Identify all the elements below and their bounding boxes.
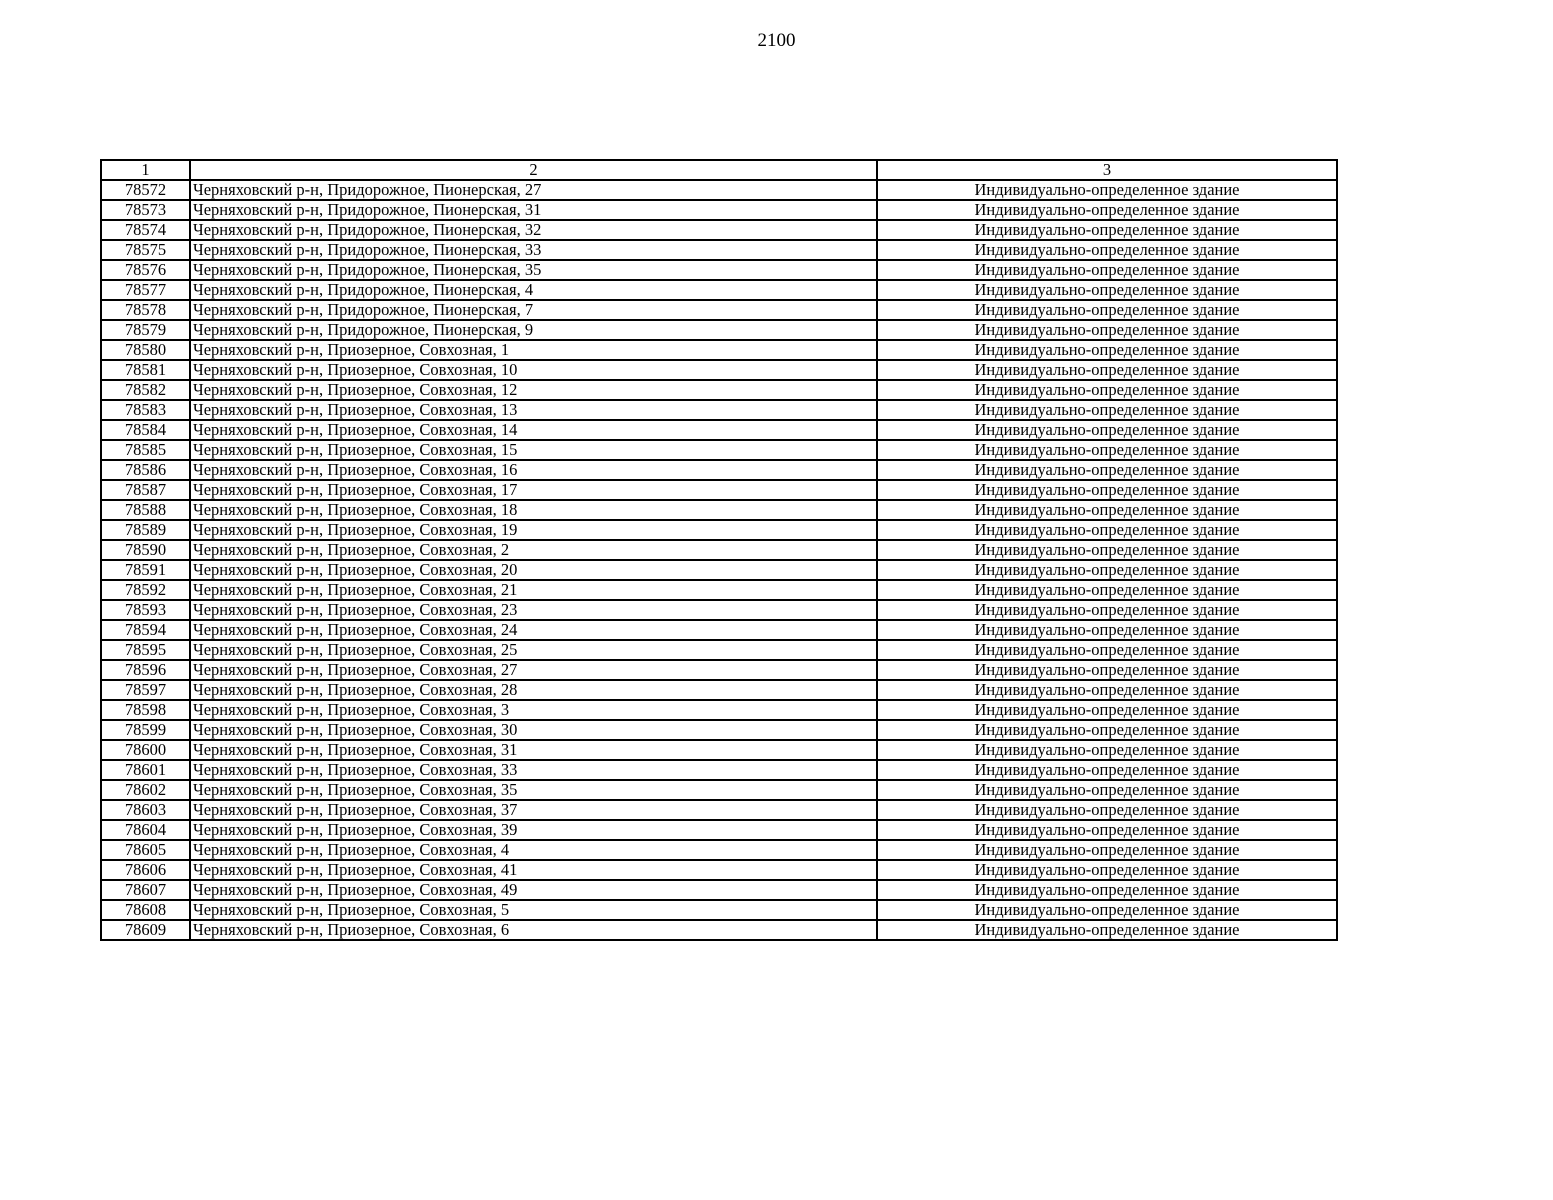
table-row (101, 220, 1337, 240)
row-number-cell: 78605 (101, 840, 190, 860)
object-type-cell: Индивидуально-определенное здание (877, 760, 1337, 780)
table-row (101, 780, 1337, 800)
table-row (101, 280, 1337, 300)
address-cell: Черняховский р-н, Приозерное, Совхозная, 10 (190, 360, 877, 380)
object-type-cell: Индивидуально-определенное здание (877, 840, 1337, 860)
object-type-cell: Индивидуально-определенное здание (877, 720, 1337, 740)
object-type-cell: Индивидуально-определенное здание (877, 300, 1337, 320)
address-cell: Черняховский р-н, Приозерное, Совхозная, 6 (190, 920, 877, 940)
row-number-cell: 78603 (101, 800, 190, 820)
row-number-cell: 78580 (101, 340, 190, 360)
row-number-cell: 78577 (101, 280, 190, 300)
address-cell: Черняховский р-н, Приозерное, Совхозная, 21 (190, 580, 877, 600)
address-cell: Черняховский р-н, Придорожное, Пионерская, 31 (190, 200, 877, 220)
row-number-cell: 78588 (101, 500, 190, 520)
table-row (101, 660, 1337, 680)
address-cell: Черняховский р-н, Приозерное, Совхозная, 13 (190, 400, 877, 420)
header-cell-2: 2 (190, 160, 877, 180)
row-number-cell: 78599 (101, 720, 190, 740)
object-type-cell: Индивидуально-определенное здание (877, 920, 1337, 940)
address-cell: Черняховский р-н, Приозерное, Совхозная, 14 (190, 420, 877, 440)
table-row (101, 560, 1337, 580)
row-number-cell: 78579 (101, 320, 190, 340)
table-body (101, 160, 1337, 940)
address-cell: Черняховский р-н, Приозерное, Совхозная, 23 (190, 600, 877, 620)
table-row (101, 400, 1337, 420)
row-number-cell: 78606 (101, 860, 190, 880)
object-type-cell: Индивидуально-определенное здание (877, 700, 1337, 720)
object-type-cell: Индивидуально-определенное здание (877, 520, 1337, 540)
table-row (101, 500, 1337, 520)
address-cell: Черняховский р-н, Приозерное, Совхозная, 20 (190, 560, 877, 580)
row-number-cell: 78601 (101, 760, 190, 780)
table-row (101, 300, 1337, 320)
row-number-cell: 78581 (101, 360, 190, 380)
table-row (101, 260, 1337, 280)
object-type-cell: Индивидуально-определенное здание (877, 820, 1337, 840)
address-cell: Черняховский р-н, Приозерное, Совхозная, 12 (190, 380, 877, 400)
object-type-cell: Индивидуально-определенное здание (877, 660, 1337, 680)
address-cell: Черняховский р-н, Придорожное, Пионерская, 4 (190, 280, 877, 300)
row-number-cell: 78576 (101, 260, 190, 280)
address-cell: Черняховский р-н, Приозерное, Совхозная, 30 (190, 720, 877, 740)
table-row (101, 680, 1337, 700)
row-number-cell: 78595 (101, 640, 190, 660)
address-cell: Черняховский р-н, Приозерное, Совхозная, 3 (190, 700, 877, 720)
table-row (101, 540, 1337, 560)
address-cell: Черняховский р-н, Приозерное, Совхозная, 28 (190, 680, 877, 700)
address-cell: Черняховский р-н, Придорожное, Пионерская, 9 (190, 320, 877, 340)
row-number-cell: 78592 (101, 580, 190, 600)
address-cell: Черняховский р-н, Приозерное, Совхозная, 5 (190, 900, 877, 920)
header-cell-1: 1 (101, 160, 190, 180)
object-type-cell: Индивидуально-определенное здание (877, 340, 1337, 360)
object-type-cell: Индивидуально-определенное здание (877, 560, 1337, 580)
property-registry-table (100, 159, 1338, 941)
table-row (101, 700, 1337, 720)
table-header-row (101, 160, 1337, 180)
row-number-cell: 78593 (101, 600, 190, 620)
object-type-cell: Индивидуально-определенное здание (877, 640, 1337, 660)
address-cell: Черняховский р-н, Приозерное, Совхозная, 1 (190, 340, 877, 360)
row-number-cell: 78584 (101, 420, 190, 440)
address-cell: Черняховский р-н, Приозерное, Совхозная, 39 (190, 820, 877, 840)
row-number-cell: 78602 (101, 780, 190, 800)
table-row (101, 580, 1337, 600)
table-row (101, 860, 1337, 880)
address-cell: Черняховский р-н, Придорожное, Пионерская, 7 (190, 300, 877, 320)
object-type-cell: Индивидуально-определенное здание (877, 880, 1337, 900)
row-number-cell: 78582 (101, 380, 190, 400)
table-row (101, 180, 1337, 200)
object-type-cell: Индивидуально-определенное здание (877, 680, 1337, 700)
address-cell: Черняховский р-н, Придорожное, Пионерская, 35 (190, 260, 877, 280)
table-row (101, 420, 1337, 440)
row-number-cell: 78574 (101, 220, 190, 240)
object-type-cell: Индивидуально-определенное здание (877, 460, 1337, 480)
table-row (101, 600, 1337, 620)
address-cell: Черняховский р-н, Приозерное, Совхозная, 4 (190, 840, 877, 860)
address-cell: Черняховский р-н, Приозерное, Совхозная, 25 (190, 640, 877, 660)
table-row (101, 340, 1337, 360)
object-type-cell: Индивидуально-определенное здание (877, 420, 1337, 440)
object-type-cell: Индивидуально-определенное здание (877, 540, 1337, 560)
row-number-cell: 78600 (101, 740, 190, 760)
address-cell: Черняховский р-н, Приозерное, Совхозная, 37 (190, 800, 877, 820)
address-cell: Черняховский р-н, Придорожное, Пионерская, 27 (190, 180, 877, 200)
object-type-cell: Индивидуально-определенное здание (877, 620, 1337, 640)
header-cell-3: 3 (877, 160, 1337, 180)
table-row (101, 440, 1337, 460)
table-row (101, 480, 1337, 500)
address-cell: Черняховский р-н, Приозерное, Совхозная, 27 (190, 660, 877, 680)
address-cell: Черняховский р-н, Приозерное, Совхозная, 18 (190, 500, 877, 520)
object-type-cell: Индивидуально-определенное здание (877, 320, 1337, 340)
table-row (101, 840, 1337, 860)
row-number-cell: 78594 (101, 620, 190, 640)
table-row (101, 820, 1337, 840)
row-number-cell: 78585 (101, 440, 190, 460)
table-row (101, 380, 1337, 400)
table-row (101, 200, 1337, 220)
object-type-cell: Индивидуально-определенное здание (877, 740, 1337, 760)
object-type-cell: Индивидуально-определенное здание (877, 500, 1337, 520)
row-number-cell: 78589 (101, 520, 190, 540)
object-type-cell: Индивидуально-определенное здание (877, 400, 1337, 420)
row-number-cell: 78572 (101, 180, 190, 200)
address-cell: Черняховский р-н, Приозерное, Совхозная, 2 (190, 540, 877, 560)
table-row (101, 800, 1337, 820)
address-cell: Черняховский р-н, Приозерное, Совхозная, 35 (190, 780, 877, 800)
row-number-cell: 78607 (101, 880, 190, 900)
table-row (101, 620, 1337, 640)
address-cell: Черняховский р-н, Приозерное, Совхозная, 16 (190, 460, 877, 480)
address-cell: Черняховский р-н, Приозерное, Совхозная, 24 (190, 620, 877, 640)
row-number-cell: 78583 (101, 400, 190, 420)
table-row (101, 520, 1337, 540)
table-row (101, 740, 1337, 760)
object-type-cell: Индивидуально-определенное здание (877, 380, 1337, 400)
row-number-cell: 78608 (101, 900, 190, 920)
object-type-cell: Индивидуально-определенное здание (877, 900, 1337, 920)
row-number-cell: 78609 (101, 920, 190, 940)
row-number-cell: 78575 (101, 240, 190, 260)
object-type-cell: Индивидуально-определенное здание (877, 580, 1337, 600)
row-number-cell: 78590 (101, 540, 190, 560)
table-row (101, 720, 1337, 740)
object-type-cell: Индивидуально-определенное здание (877, 260, 1337, 280)
row-number-cell: 78597 (101, 680, 190, 700)
table-row (101, 640, 1337, 660)
page-number: 2100 (757, 30, 796, 51)
table-row (101, 320, 1337, 340)
row-number-cell: 78586 (101, 460, 190, 480)
table-row (101, 460, 1337, 480)
table-row (101, 360, 1337, 380)
table-row (101, 240, 1337, 260)
object-type-cell: Индивидуально-определенное здание (877, 440, 1337, 460)
object-type-cell: Индивидуально-определенное здание (877, 780, 1337, 800)
object-type-cell: Индивидуально-определенное здание (877, 360, 1337, 380)
row-number-cell: 78578 (101, 300, 190, 320)
table-row (101, 880, 1337, 900)
address-cell: Черняховский р-н, Приозерное, Совхозная, 17 (190, 480, 877, 500)
object-type-cell: Индивидуально-определенное здание (877, 860, 1337, 880)
object-type-cell: Индивидуально-определенное здание (877, 280, 1337, 300)
row-number-cell: 78604 (101, 820, 190, 840)
table-row (101, 900, 1337, 920)
row-number-cell: 78587 (101, 480, 190, 500)
address-cell: Черняховский р-н, Приозерное, Совхозная, 15 (190, 440, 877, 460)
address-cell: Черняховский р-н, Приозерное, Совхозная, 33 (190, 760, 877, 780)
object-type-cell: Индивидуально-определенное здание (877, 220, 1337, 240)
address-cell: Черняховский р-н, Придорожное, Пионерская, 32 (190, 220, 877, 240)
row-number-cell: 78598 (101, 700, 190, 720)
object-type-cell: Индивидуально-определенное здание (877, 800, 1337, 820)
object-type-cell: Индивидуально-определенное здание (877, 480, 1337, 500)
row-number-cell: 78573 (101, 200, 190, 220)
row-number-cell: 78596 (101, 660, 190, 680)
address-cell: Черняховский р-н, Приозерное, Совхозная, 41 (190, 860, 877, 880)
row-number-cell: 78591 (101, 560, 190, 580)
object-type-cell: Индивидуально-определенное здание (877, 200, 1337, 220)
object-type-cell: Индивидуально-определенное здание (877, 180, 1337, 200)
address-cell: Черняховский р-н, Приозерное, Совхозная, 19 (190, 520, 877, 540)
table-row (101, 760, 1337, 780)
address-cell: Черняховский р-н, Приозерное, Совхозная, 31 (190, 740, 877, 760)
address-cell: Черняховский р-н, Приозерное, Совхозная, 49 (190, 880, 877, 900)
table-row (101, 920, 1337, 940)
address-cell: Черняховский р-н, Придорожное, Пионерская, 33 (190, 240, 877, 260)
object-type-cell: Индивидуально-определенное здание (877, 240, 1337, 260)
object-type-cell: Индивидуально-определенное здание (877, 600, 1337, 620)
